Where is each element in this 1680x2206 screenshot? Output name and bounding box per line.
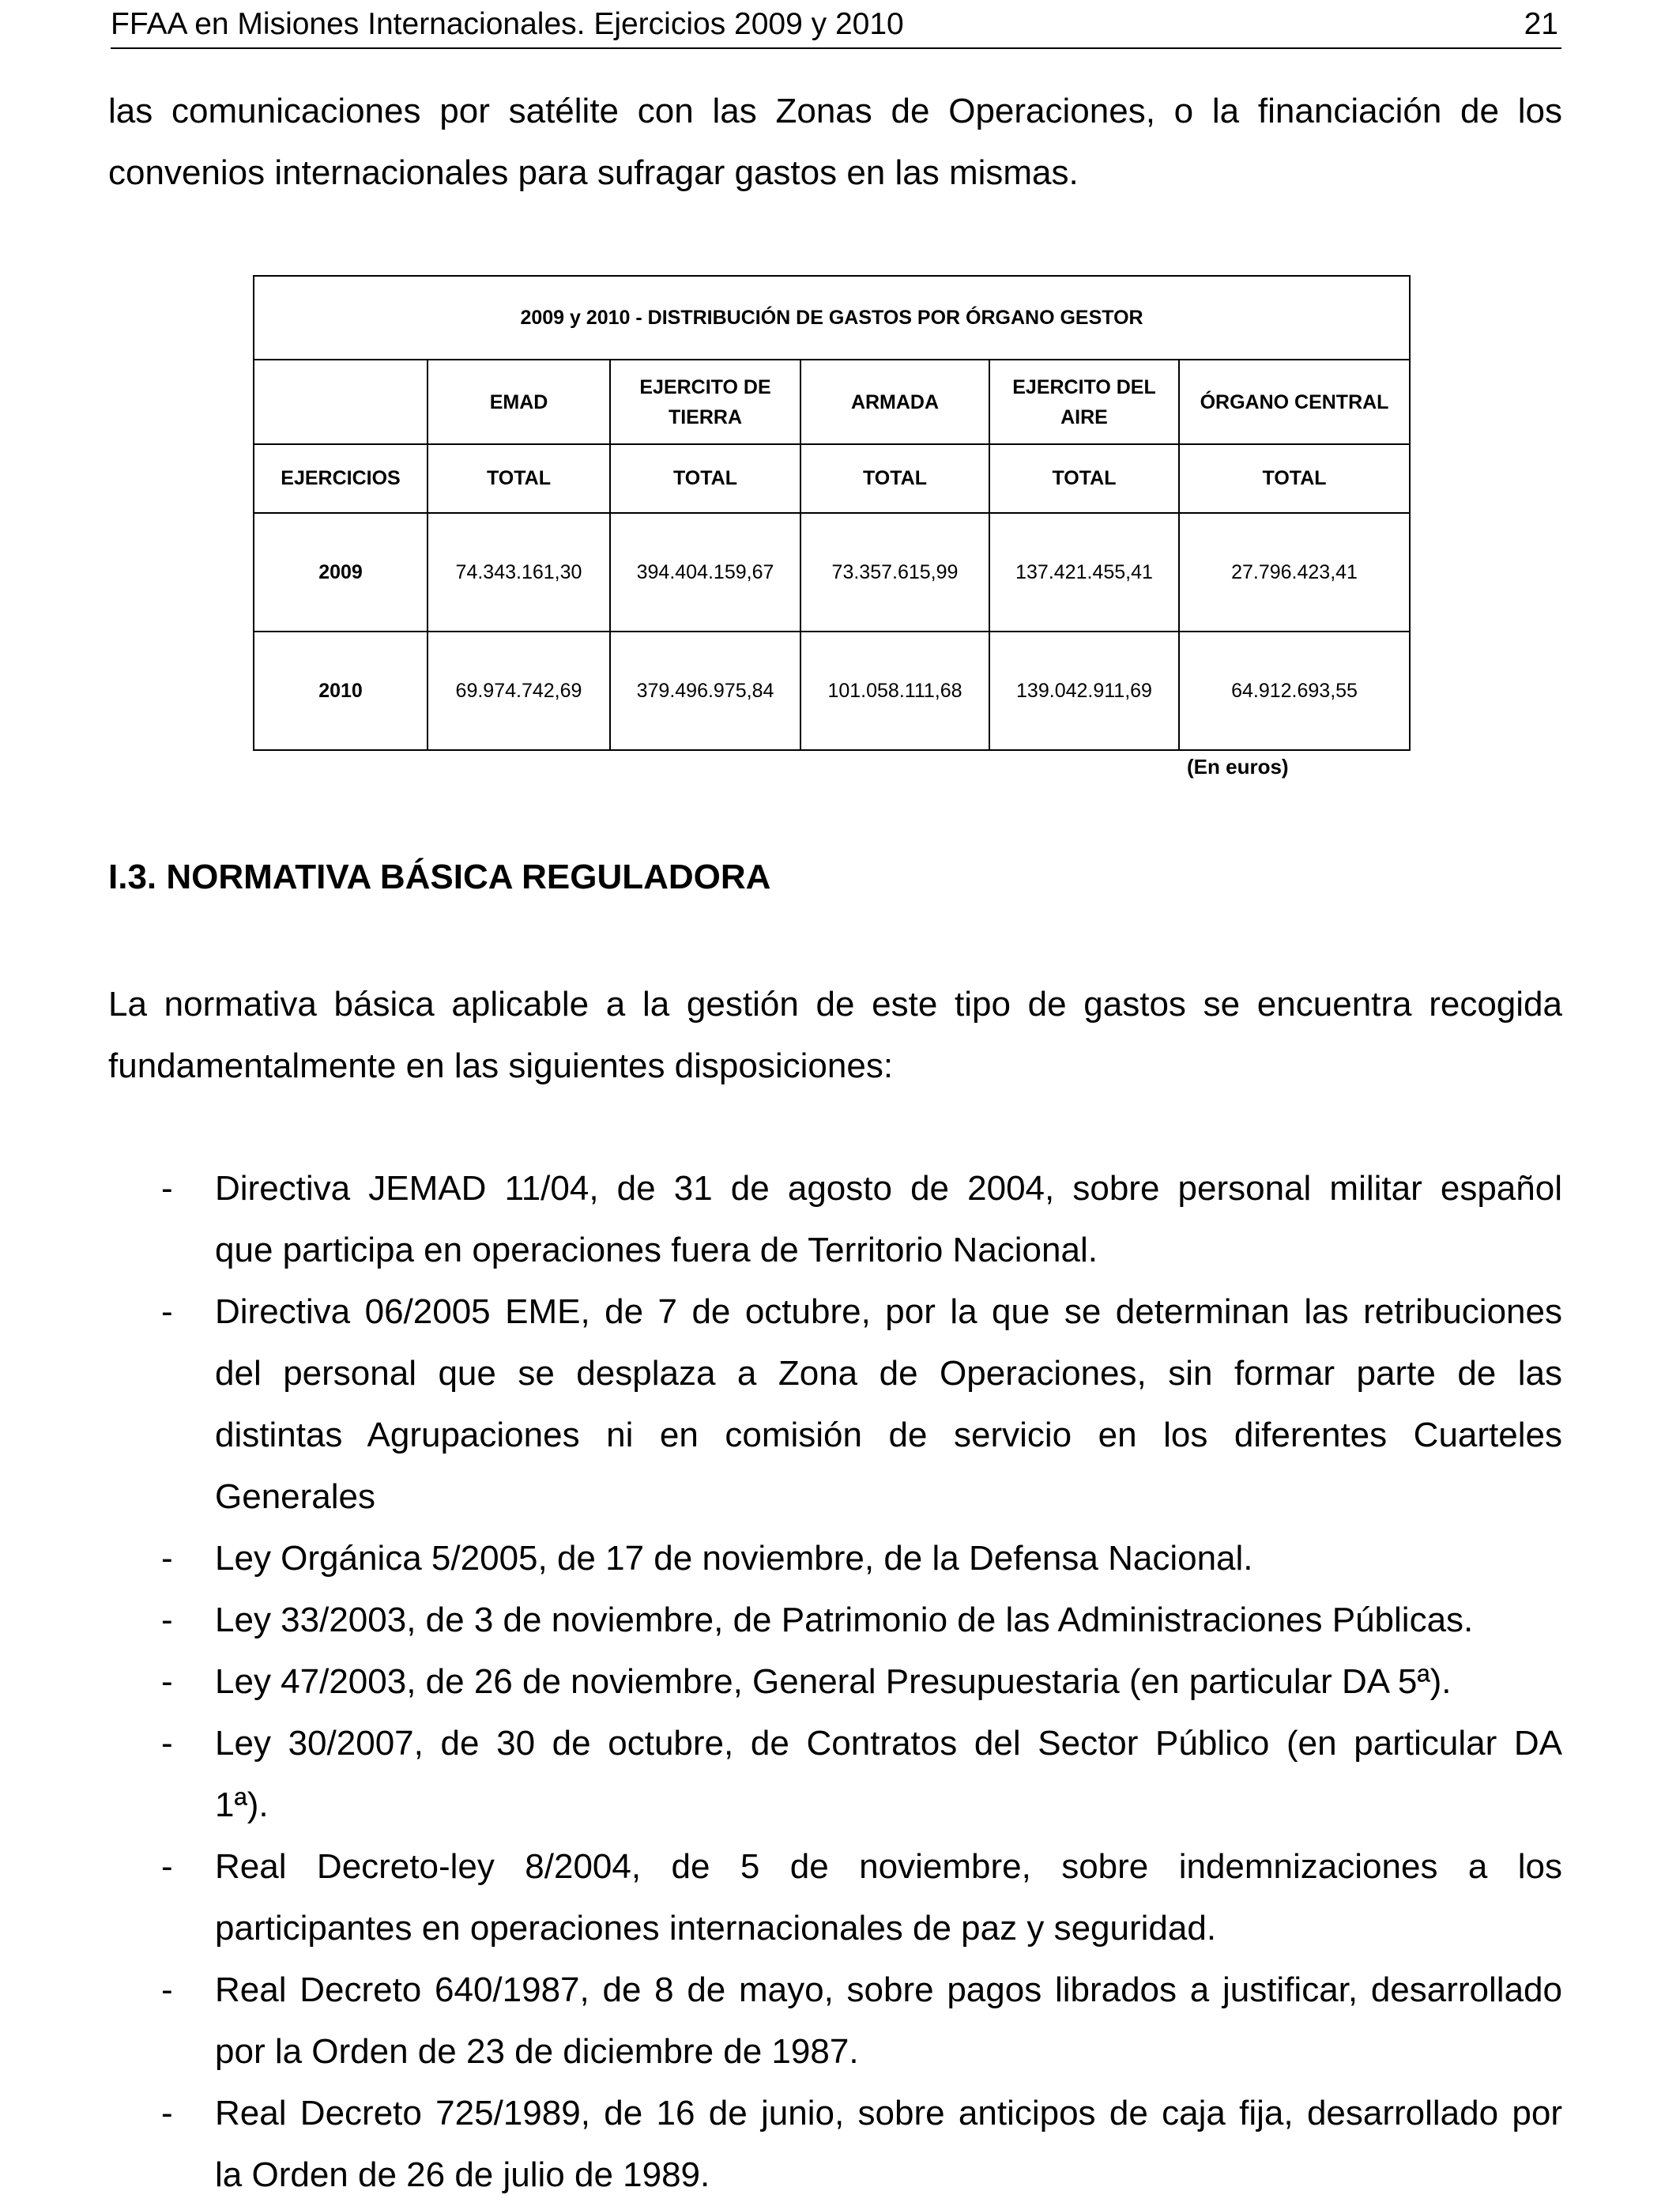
list-item-line: participantes en operaciones internacionales de paz y seguridad. xyxy=(215,1909,1217,1948)
column-header: EJERCITO DEL AIRE xyxy=(989,360,1179,444)
list-dash: - xyxy=(161,1847,173,1886)
list-dash: - xyxy=(161,1539,173,1578)
body-paragraph xyxy=(108,974,1562,1097)
list-item-line: Ley Orgánica 5/2005, de 17 de noviembre, de la Defensa Nacional. xyxy=(215,1539,1253,1578)
list-item xyxy=(108,1589,1562,1651)
table-row xyxy=(254,513,1410,632)
list-dash: - xyxy=(161,1169,173,1208)
text-line: La normativa básica aplicable a la gestión de este tipo de gastos se encuentra recogida xyxy=(108,985,1562,1024)
value-cell: 27.796.423,41 xyxy=(1179,513,1410,632)
total-label: TOTAL xyxy=(1179,444,1410,513)
text-line: fundamentalmente en las siguientes disposiciones: xyxy=(108,1046,894,1085)
year-cell: 2009 xyxy=(254,513,428,632)
list-dash: - xyxy=(161,1601,173,1639)
header-title: FFAA en Misiones Internacionales. Ejercicios 2009 y 2010 xyxy=(111,7,904,41)
year-cell: 2010 xyxy=(254,632,428,750)
column-header: ÓRGANO CENTRAL xyxy=(1179,360,1410,444)
value-cell: 69.974.742,69 xyxy=(428,632,610,750)
value-cell: 139.042.911,69 xyxy=(989,632,1179,750)
page-number: 21 xyxy=(1524,7,1558,41)
total-label: TOTAL xyxy=(610,444,800,513)
table-title: 2009 y 2010 - DISTRIBUCIÓN DE GASTOS POR ÓRGANO GESTOR xyxy=(254,276,1410,360)
total-label: TOTAL xyxy=(800,444,989,513)
row-header-label: EJERCICIOS xyxy=(254,444,428,513)
list-item xyxy=(108,1713,1562,1836)
table-corner-cell xyxy=(254,360,428,444)
list-item-line: Ley 30/2007, de 30 de octubre, de Contratos del Sector Público (en particular DA xyxy=(215,1724,1562,1763)
table-row xyxy=(254,632,1410,750)
value-cell: 379.496.975,84 xyxy=(610,632,800,750)
list-item xyxy=(108,1651,1562,1713)
list-item xyxy=(108,1836,1562,1959)
column-header: EJERCITO DE TIERRA xyxy=(610,360,800,444)
text-line: las comunicaciones por satélite con las Zonas de Operaciones, o la financiación de los xyxy=(108,92,1562,130)
list-item-line: la Orden de 26 de julio de 1989. xyxy=(215,2155,710,2194)
value-cell: 73.357.615,99 xyxy=(800,513,989,632)
value-cell: 74.343.161,30 xyxy=(428,513,610,632)
list-item xyxy=(108,1158,1562,1281)
column-header: EMAD xyxy=(428,360,610,444)
list-dash: - xyxy=(161,1292,173,1331)
list-item-line: distintas Agrupaciones ni en comisión de servicio en los diferentes Cuarteles xyxy=(215,1416,1562,1454)
expenses-table xyxy=(253,275,1411,751)
total-label: TOTAL xyxy=(989,444,1179,513)
list-item-line: Real Decreto-ley 8/2004, de 5 de noviembre, sobre indemnizaciones a los xyxy=(215,1847,1562,1886)
list-item-line: que participa en operaciones fuera de Territorio Nacional. xyxy=(215,1231,1098,1269)
list-item-line: Ley 33/2003, de 3 de noviembre, de Patrimonio de las Administraciones Públicas. xyxy=(215,1601,1474,1639)
list-item-line: Real Decreto 640/1987, de 8 de mayo, sobre pagos librados a justificar, desarrollado xyxy=(215,1970,1562,2009)
list-item-line: por la Orden de 23 de diciembre de 1987. xyxy=(215,2032,859,2071)
list-dash: - xyxy=(161,2094,173,2132)
list-item-line: Ley 47/2003, de 26 de noviembre, General Presupuestaria (en particular DA 5ª). xyxy=(215,1662,1452,1701)
list-item-line: del personal que se desplaza a Zona de Operaciones, sin formar parte de las xyxy=(215,1354,1562,1393)
column-header: ARMADA xyxy=(800,360,989,444)
list-item-line: Real Decreto 725/1989, de 16 de junio, sobre anticipos de caja fija, desarrollado por xyxy=(215,2094,1562,2132)
list-item xyxy=(108,1959,1562,2083)
list-item-line: Directiva 06/2005 EME, de 7 de octubre, por la que se determinan las retribuciones xyxy=(215,1292,1562,1331)
list-item xyxy=(108,1528,1562,1589)
value-cell: 137.421.455,41 xyxy=(989,513,1179,632)
list-item-line: Directiva JEMAD 11/04, de 31 de agosto de 2004, sobre personal militar español xyxy=(215,1169,1562,1208)
text-line: convenios internacionales para sufragar gastos en las mismas. xyxy=(108,153,1079,192)
list-item-line: 1ª). xyxy=(215,1786,269,1824)
list-item xyxy=(108,1281,1562,1528)
list-item xyxy=(108,2083,1562,2206)
page-header xyxy=(111,2,1561,49)
list-dash: - xyxy=(161,1724,173,1763)
value-cell: 394.404.159,67 xyxy=(610,513,800,632)
table-units-note: (En euros) xyxy=(1187,755,1289,779)
list-item-line: Generales xyxy=(215,1477,376,1516)
total-label: TOTAL xyxy=(428,444,610,513)
regulations-list xyxy=(108,1158,1562,2206)
section-title: I.3. NORMATIVA BÁSICA REGULADORA xyxy=(108,858,771,896)
intro-paragraph xyxy=(108,81,1562,204)
value-cell: 64.912.693,55 xyxy=(1179,632,1410,750)
list-dash: - xyxy=(161,1662,173,1701)
value-cell: 101.058.111,68 xyxy=(800,632,989,750)
list-dash: - xyxy=(161,1970,173,2009)
